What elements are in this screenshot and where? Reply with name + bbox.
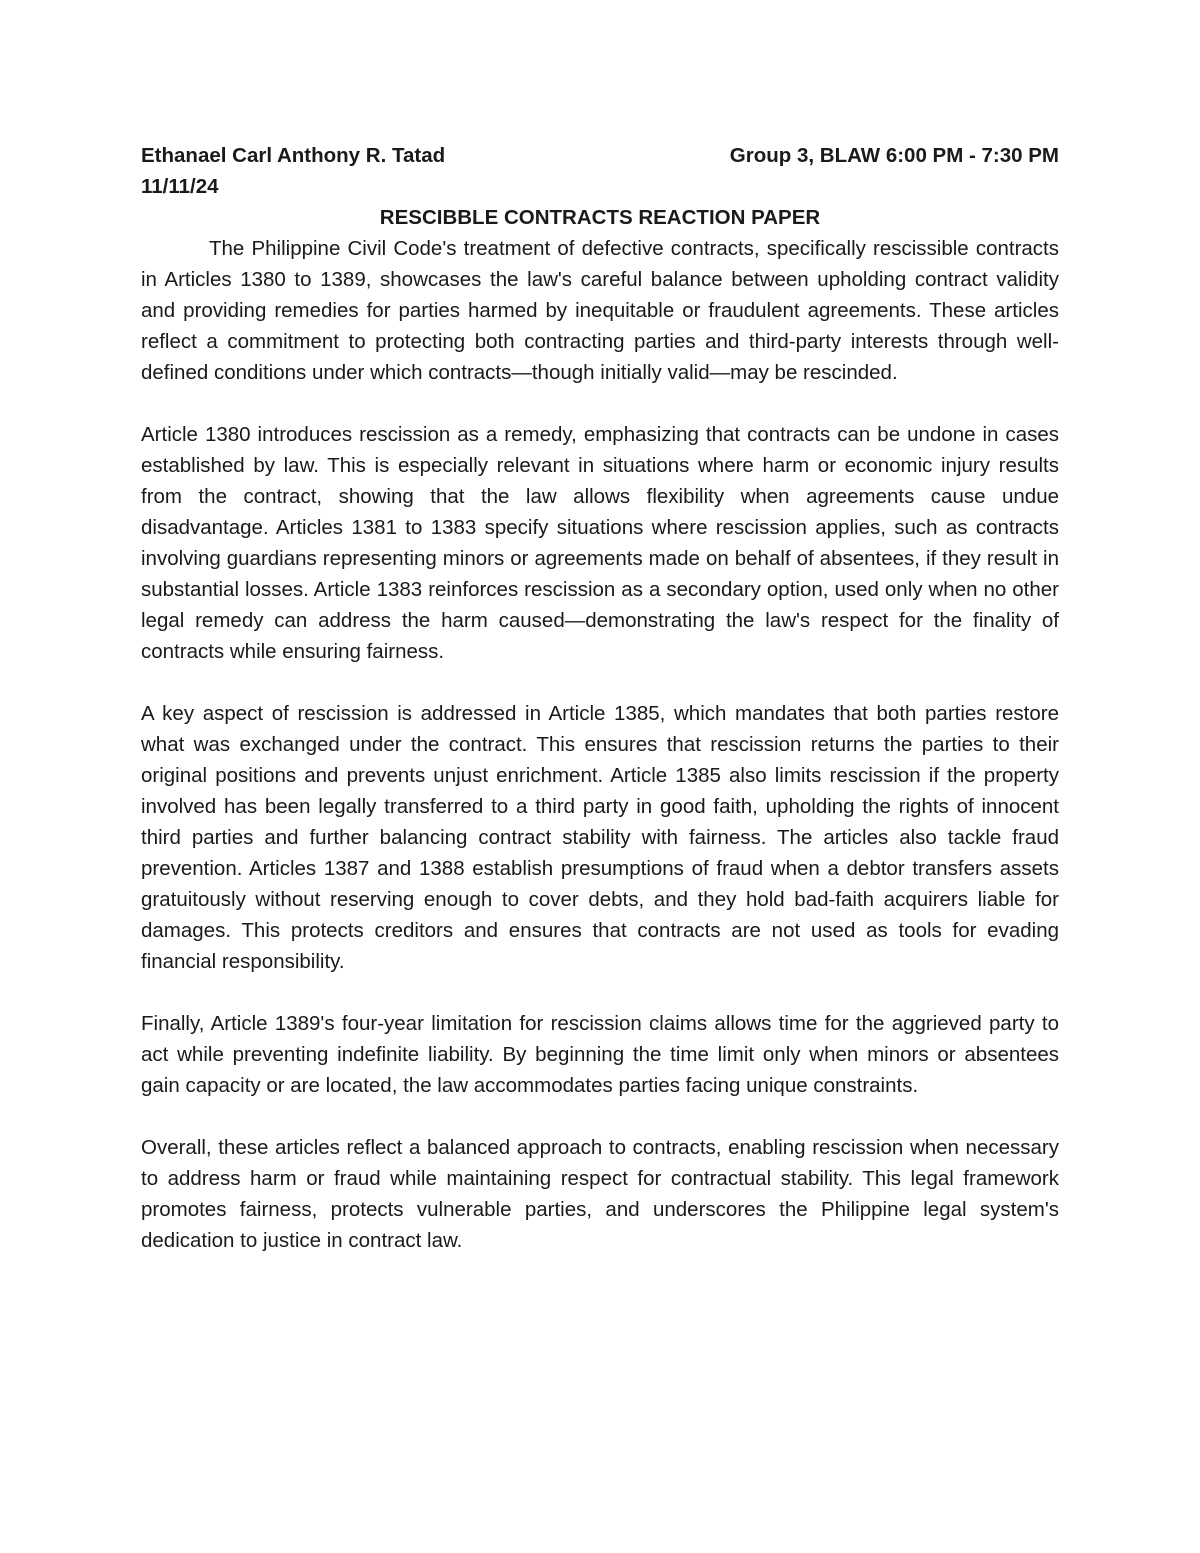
author-name: Ethanael Carl Anthony R. Tatad [141, 144, 446, 167]
paragraph-article-1380: Article 1380 introduces rescission as a remedy, emphasizing that contracts can be undone in cases established by law. This is especially relevant in situations where harm or economic injury results from the contract, showing that the law allows flexibility when agreements cause undue disadvantage. Articles 1381 to 1383 specify situations where rescission applies, such as contracts involving guardians representing minors or agreements made on behalf of absentees, if they result in substantial losses. Article 1383 reinforces rescission as a secondary option, used only when no other legal remedy can address the harm caused—demonstrating the law's respect for the finality of contracts while ensuring fairness. [141, 423, 1059, 663]
paragraph-spacer [141, 1101, 1059, 1132]
paragraph-spacer [141, 977, 1059, 1008]
paragraph-intro: The Philippine Civil Code's treatment of defective contracts, specifically rescissible contracts in Articles 1380 to 1389, showcases the law's careful balance between upholding contract validity and providing remedies for parties harmed by inequitable or fraudulent agreements. These articles reflect a commitment to protecting both contracting parties and third-party interests through well-defined conditions under which contracts—though initially valid—may be rescinded. [141, 237, 1059, 384]
paragraph-article-1389: Finally, Article 1389's four-year limitation for rescission claims allows time for the aggrieved party to act while preventing indefinite liability. By beginning the time limit only when minors or absentees gain capacity or are located, the law accommodates parties facing unique constraints. [141, 1012, 1059, 1097]
paragraph-spacer [141, 388, 1059, 419]
document-content [141, 140, 1059, 1256]
document-title: RESCIBBLE CONTRACTS REACTION PAPER [379, 206, 821, 229]
header-line [141, 140, 1059, 171]
document-date: 11/11/24 [141, 175, 219, 198]
paragraph-spacer [141, 667, 1059, 698]
group-info: Group 3, BLAW 6:00 PM - 7:30 PM [729, 144, 1059, 167]
paragraph-article-1385: A key aspect of rescission is addressed in Article 1385, which mandates that both parties restore what was exchanged under the contract. This ensures that rescission returns the parties to their original positions and prevents unjust enrichment. Article 1385 also limits rescission if the property involved has been legally transferred to a third party in good faith, upholding the rights of innocent third parties and further balancing contract stability with fairness. The articles also tackle fraud prevention. Articles 1387 and 1388 establish presumptions of fraud when a debtor transfers assets gratuitously without reserving enough to cover debts, and they hold bad-faith acquirers liable for damages. This protects creditors and ensures that contracts are not used as tools for evading financial responsibility. [141, 702, 1059, 973]
paragraph-conclusion: Overall, these articles reflect a balanced approach to contracts, enabling rescission when necessary to address harm or fraud while maintaining respect for contractual stability. This legal framework promotes fairness, protects vulnerable parties, and underscores the Philippine legal system's dedication to justice in contract law. [141, 1136, 1059, 1252]
